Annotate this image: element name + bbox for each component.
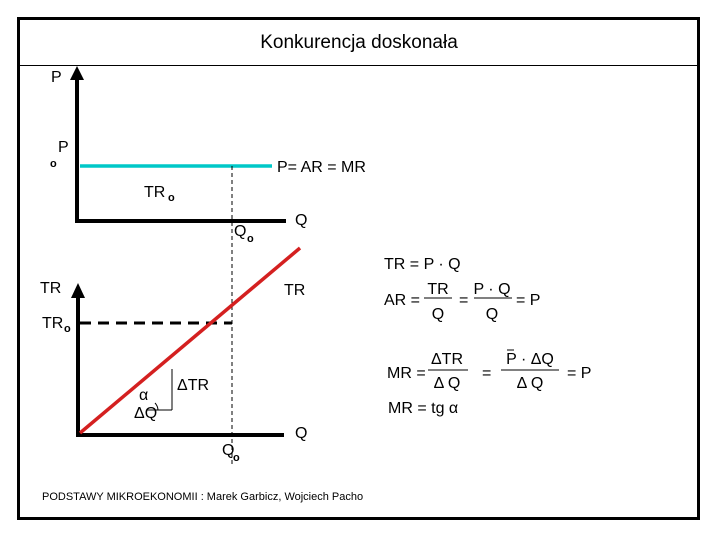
mr-tangent: MR = tg α [388,400,459,417]
bottom-y-axis-arrow [71,283,85,298]
mr-frac2-denominator: Δ Q [516,375,544,392]
top-x-axis-label: Q [295,212,308,229]
tr-line-label: TR [284,282,306,299]
ar-frac2-denominator: Q [485,306,499,323]
ar-equals: = [459,292,469,309]
mr-result: = P [567,365,592,382]
tr0-label-subscript: o [64,323,71,335]
ar-result: = P [516,292,541,309]
tr-line [80,248,300,433]
price-line-label: P= AR = MR [277,159,366,176]
slide-title: Konkurencja doskonała [260,32,458,53]
ar-frac1-denominator: Q [431,306,445,323]
price-label: P [58,139,69,156]
alpha-label: α [139,387,149,404]
tr0-label: TR [42,315,64,332]
area-label-subscript: o [168,192,175,204]
bottom-q0-subscript: o [233,452,240,464]
bottom-q0-label: Q [222,442,235,459]
mr-lhs: MR = [387,365,426,382]
bottom-x-axis-label: Q [295,425,308,442]
price-label-subscript: o [50,158,57,170]
tr-definition: TR = P · Q [384,256,461,273]
mr-equals: = [482,365,492,382]
ar-frac1-numerator: TR [427,281,449,298]
delta-q-label: ΔQ [134,405,158,422]
footer-credit: PODSTAWY MIKROEKONOMII : Marek Garbicz, Wojciech Pacho [42,491,364,503]
ar-lhs: AR = [384,292,421,309]
top-q0-label: Q [234,223,247,240]
mr-frac2-numerator: P · ΔQ [506,351,554,368]
ar-frac2-numerator: P · Q [473,281,511,298]
bottom-y-axis-label: TR [40,280,62,297]
mr-frac1-numerator: ΔTR [430,351,464,368]
mr-frac1-denominator: Δ Q [433,375,461,392]
top-y-axis-label: P [51,69,62,86]
top-q0-subscript: o [247,233,254,245]
top-y-axis-arrow [70,66,84,80]
area-label: TR [144,184,166,201]
delta-tr-label: ΔTR [177,377,210,394]
